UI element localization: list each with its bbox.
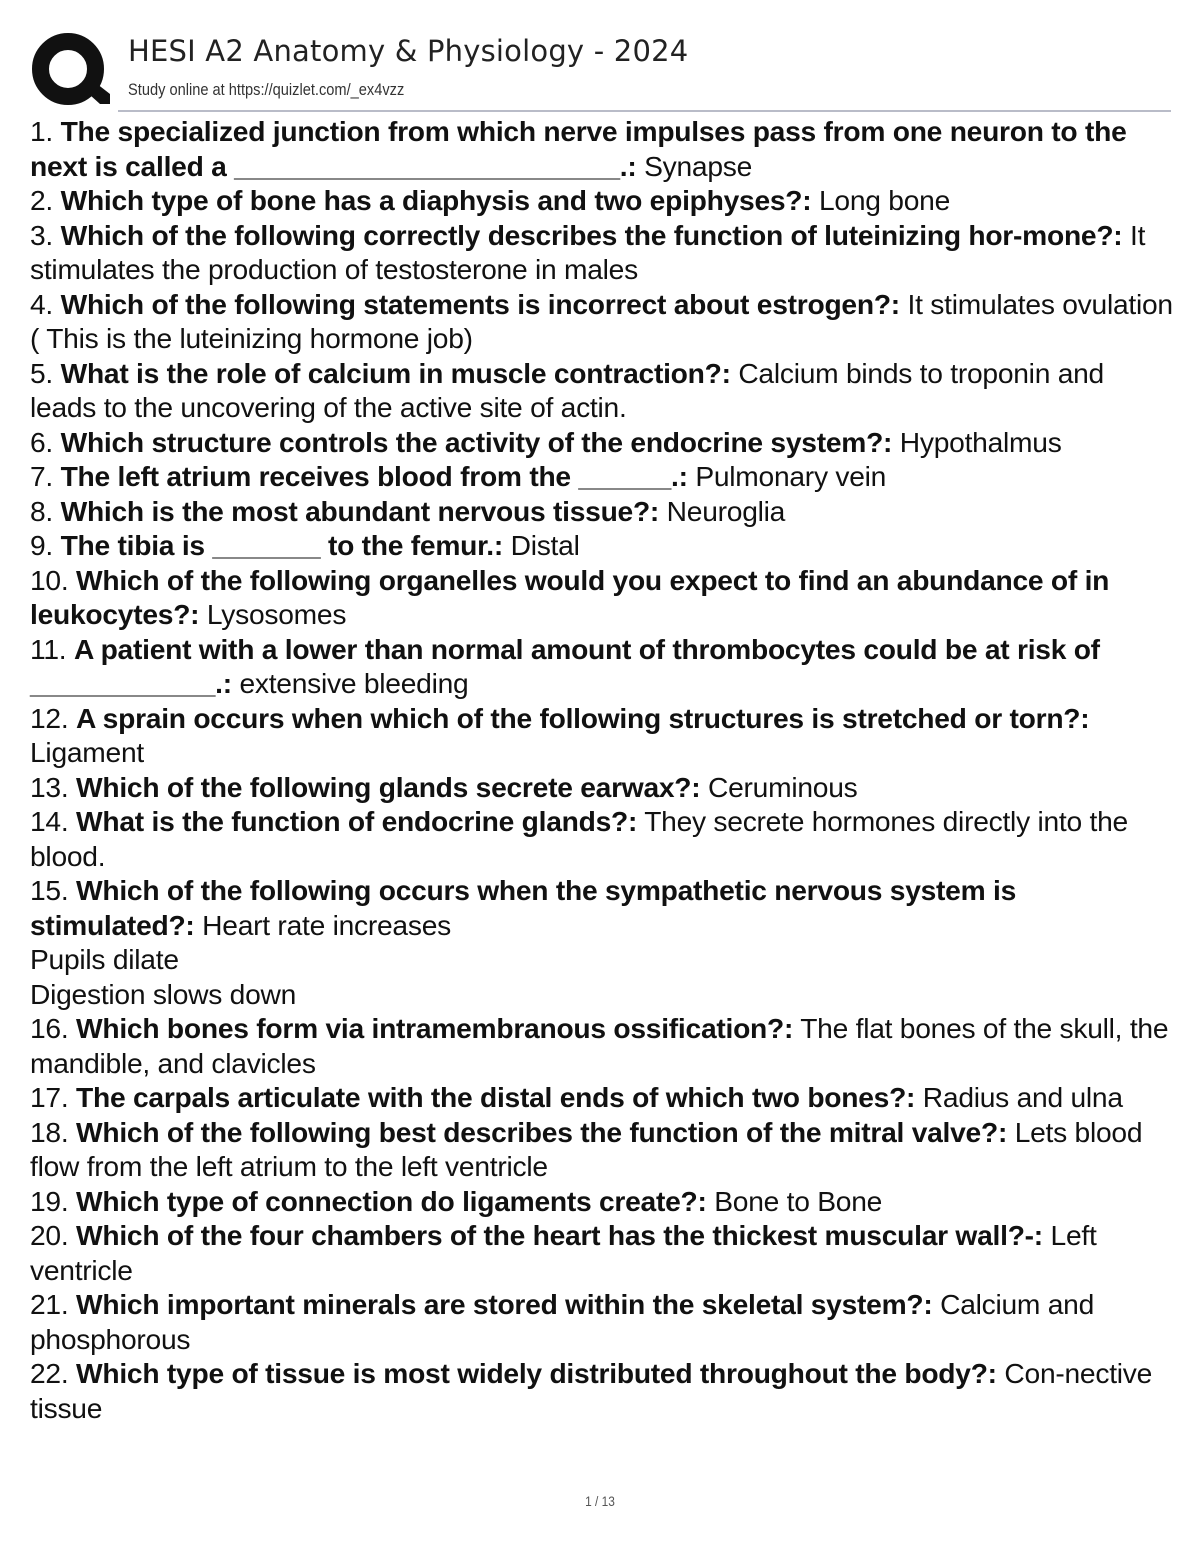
qa-answer: extensive bleeding: [239, 667, 469, 699]
qa-number: 2.: [30, 184, 61, 216]
qa-number: 11.: [30, 632, 74, 665]
qa-question: Which type of bone has a diaphysis and two epiphyses?:: [60, 184, 812, 216]
qa-number: 17.: [30, 1081, 77, 1113]
qa-answer: Hypothalmus: [899, 425, 1062, 458]
qa-answer: Ligament: [30, 736, 144, 768]
qa-number: 8.: [30, 494, 61, 527]
qa-answer: Lysosomes: [206, 598, 347, 630]
qa-answer: Ceruminous: [708, 770, 858, 803]
qa-number: 15.: [30, 874, 77, 906]
qa-number: 19.: [30, 1184, 77, 1217]
qa-answer: Radius and ulna: [922, 1081, 1123, 1113]
qa-number: 14.: [30, 805, 77, 837]
qa-item: [30, 701, 1175, 770]
qa-answer: Bone to Bone: [714, 1184, 883, 1217]
quizlet-q-logo-icon: [30, 30, 110, 110]
qa-question: A sprain occurs when which of the following structures is stretched or torn?:: [76, 701, 1090, 734]
qa-answer: Lets blood flow from the left atrium to the left ventricle: [30, 1115, 1143, 1182]
qa-item: [30, 459, 1175, 494]
qa-item: [30, 770, 1175, 805]
qa-answer: They secrete hormones directly into the blood.: [30, 805, 1128, 872]
qa-question: What is the function of endocrine glands?:: [76, 805, 638, 837]
qa-answer-line: Pupils dilate: [30, 943, 179, 975]
qa-answer-line: Digestion slows down: [30, 977, 297, 1010]
qa-item: [30, 425, 1175, 460]
qa-answer: Distal: [510, 529, 580, 561]
qa-answer: Con-nective tissue: [30, 1357, 1153, 1424]
qa-item: [30, 356, 1175, 425]
qa-question: Which is the most abundant nervous tissue?:: [60, 494, 660, 527]
document-title: HESI A2 Anatomy & Physiology - 2024: [128, 34, 689, 68]
qa-item: [30, 528, 1175, 563]
qa-number: 12.: [30, 701, 77, 734]
qa-item: [30, 114, 1175, 183]
qa-question: What is the role of calcium in muscle contraction?:: [60, 356, 731, 389]
qa-question: The specialized junction from which nerve impulses pass from one neuron to the next is called a _________________________.:: [30, 115, 1127, 182]
qa-question: Which of the following statements is incorrect about estrogen?:: [60, 287, 900, 320]
qa-number: 20.: [30, 1219, 77, 1251]
qa-item: [30, 183, 1175, 218]
qa-answer: It stimulates the production of testosterone in males: [30, 218, 1146, 285]
qa-question: A patient with a lower than normal amount of thrombocytes could be at risk of ____________.:: [30, 632, 1100, 699]
qa-question: Which of the following occurs when the sympathetic nervous system is stimulated?:: [30, 874, 1017, 941]
qa-question: Which important minerals are stored within the skeletal system?:: [76, 1288, 933, 1320]
qa-number: 16.: [30, 1012, 77, 1044]
qa-question: Which of the following best describes the function of the mitral valve?:: [76, 1115, 1008, 1148]
qa-question: Which of the following glands secrete earwax?:: [76, 770, 701, 803]
qa-number: 13.: [30, 770, 77, 803]
qa-question: Which bones form via intramembranous ossification?:: [76, 1012, 794, 1044]
qa-item: [30, 1287, 1175, 1356]
qa-number: 6.: [30, 425, 61, 458]
qa-item: [30, 494, 1175, 529]
qa-item: [30, 1080, 1175, 1115]
qa-answer: Pulmonary vein: [695, 460, 887, 492]
qa-number: 10.: [30, 563, 77, 596]
qa-answer: Calcium binds to troponin and leads to the uncovering of the active site of actin.: [30, 356, 1104, 423]
qa-item: [30, 563, 1175, 632]
qa-answer: Neuroglia: [666, 494, 786, 527]
qa-item: [30, 1218, 1175, 1287]
question-list: [30, 114, 1175, 1425]
qa-item: [30, 1115, 1175, 1184]
page-indicator: 1 / 13: [585, 1493, 615, 1509]
qa-number: 3.: [30, 218, 61, 251]
qa-question: Which type of connection do ligaments create?:: [76, 1184, 707, 1217]
qa-number: 22.: [30, 1357, 77, 1389]
qa-answer: Synapse: [644, 149, 753, 182]
qa-number: 4.: [30, 287, 61, 320]
qa-question: Which type of tissue is most widely distributed throughout the body?:: [76, 1357, 997, 1389]
qa-question: Which of the following correctly describes the function of luteinizing hor-mone?:: [60, 218, 1123, 251]
qa-answer: The flat bones of the skull, the mandible, and clavicles: [30, 1012, 1169, 1079]
qa-item: [30, 287, 1175, 356]
qa-number: 18.: [30, 1115, 77, 1148]
qa-item: [30, 1011, 1175, 1080]
qa-number: 21.: [30, 1288, 77, 1320]
qa-question: Which of the four chambers of the heart has the thickest muscular wall?-:: [76, 1219, 1043, 1251]
qa-answer: Heart rate increases: [202, 908, 451, 941]
qa-item: [30, 804, 1175, 873]
qa-answer: Calcium and phosphorous: [30, 1288, 1095, 1355]
qa-question: Which structure controls the activity of the endocrine system?:: [60, 425, 893, 458]
qa-item: [30, 1356, 1175, 1425]
qa-answer: Left ventricle: [30, 1219, 1097, 1286]
study-online-link[interactable]: Study online at https://quizlet.com/_ex4vzz: [128, 80, 405, 99]
qa-number: 9.: [30, 529, 61, 561]
header-divider: [118, 110, 1171, 112]
qa-answer: Long bone: [819, 184, 950, 216]
qa-item: [30, 218, 1175, 287]
qa-question: Which of the following organelles would you expect to find an abundance of in leukocytes?:: [30, 563, 1110, 630]
qa-number: 5.: [30, 356, 61, 389]
page-header: [30, 28, 1172, 112]
qa-question: The left atrium receives blood from the ______.:: [60, 460, 688, 492]
qa-item: [30, 1184, 1175, 1219]
qa-item: [30, 873, 1175, 1011]
qa-question: The tibia is _______ to the femur.:: [60, 529, 503, 561]
qa-question: The carpals articulate with the distal ends of which two bones?:: [76, 1081, 916, 1113]
qa-number: 7.: [30, 460, 61, 492]
qa-answer: It stimulates ovulation ( This is the luteinizing hormone job): [30, 287, 1173, 354]
qa-number: 1.: [30, 115, 61, 147]
qa-item: [30, 632, 1175, 701]
